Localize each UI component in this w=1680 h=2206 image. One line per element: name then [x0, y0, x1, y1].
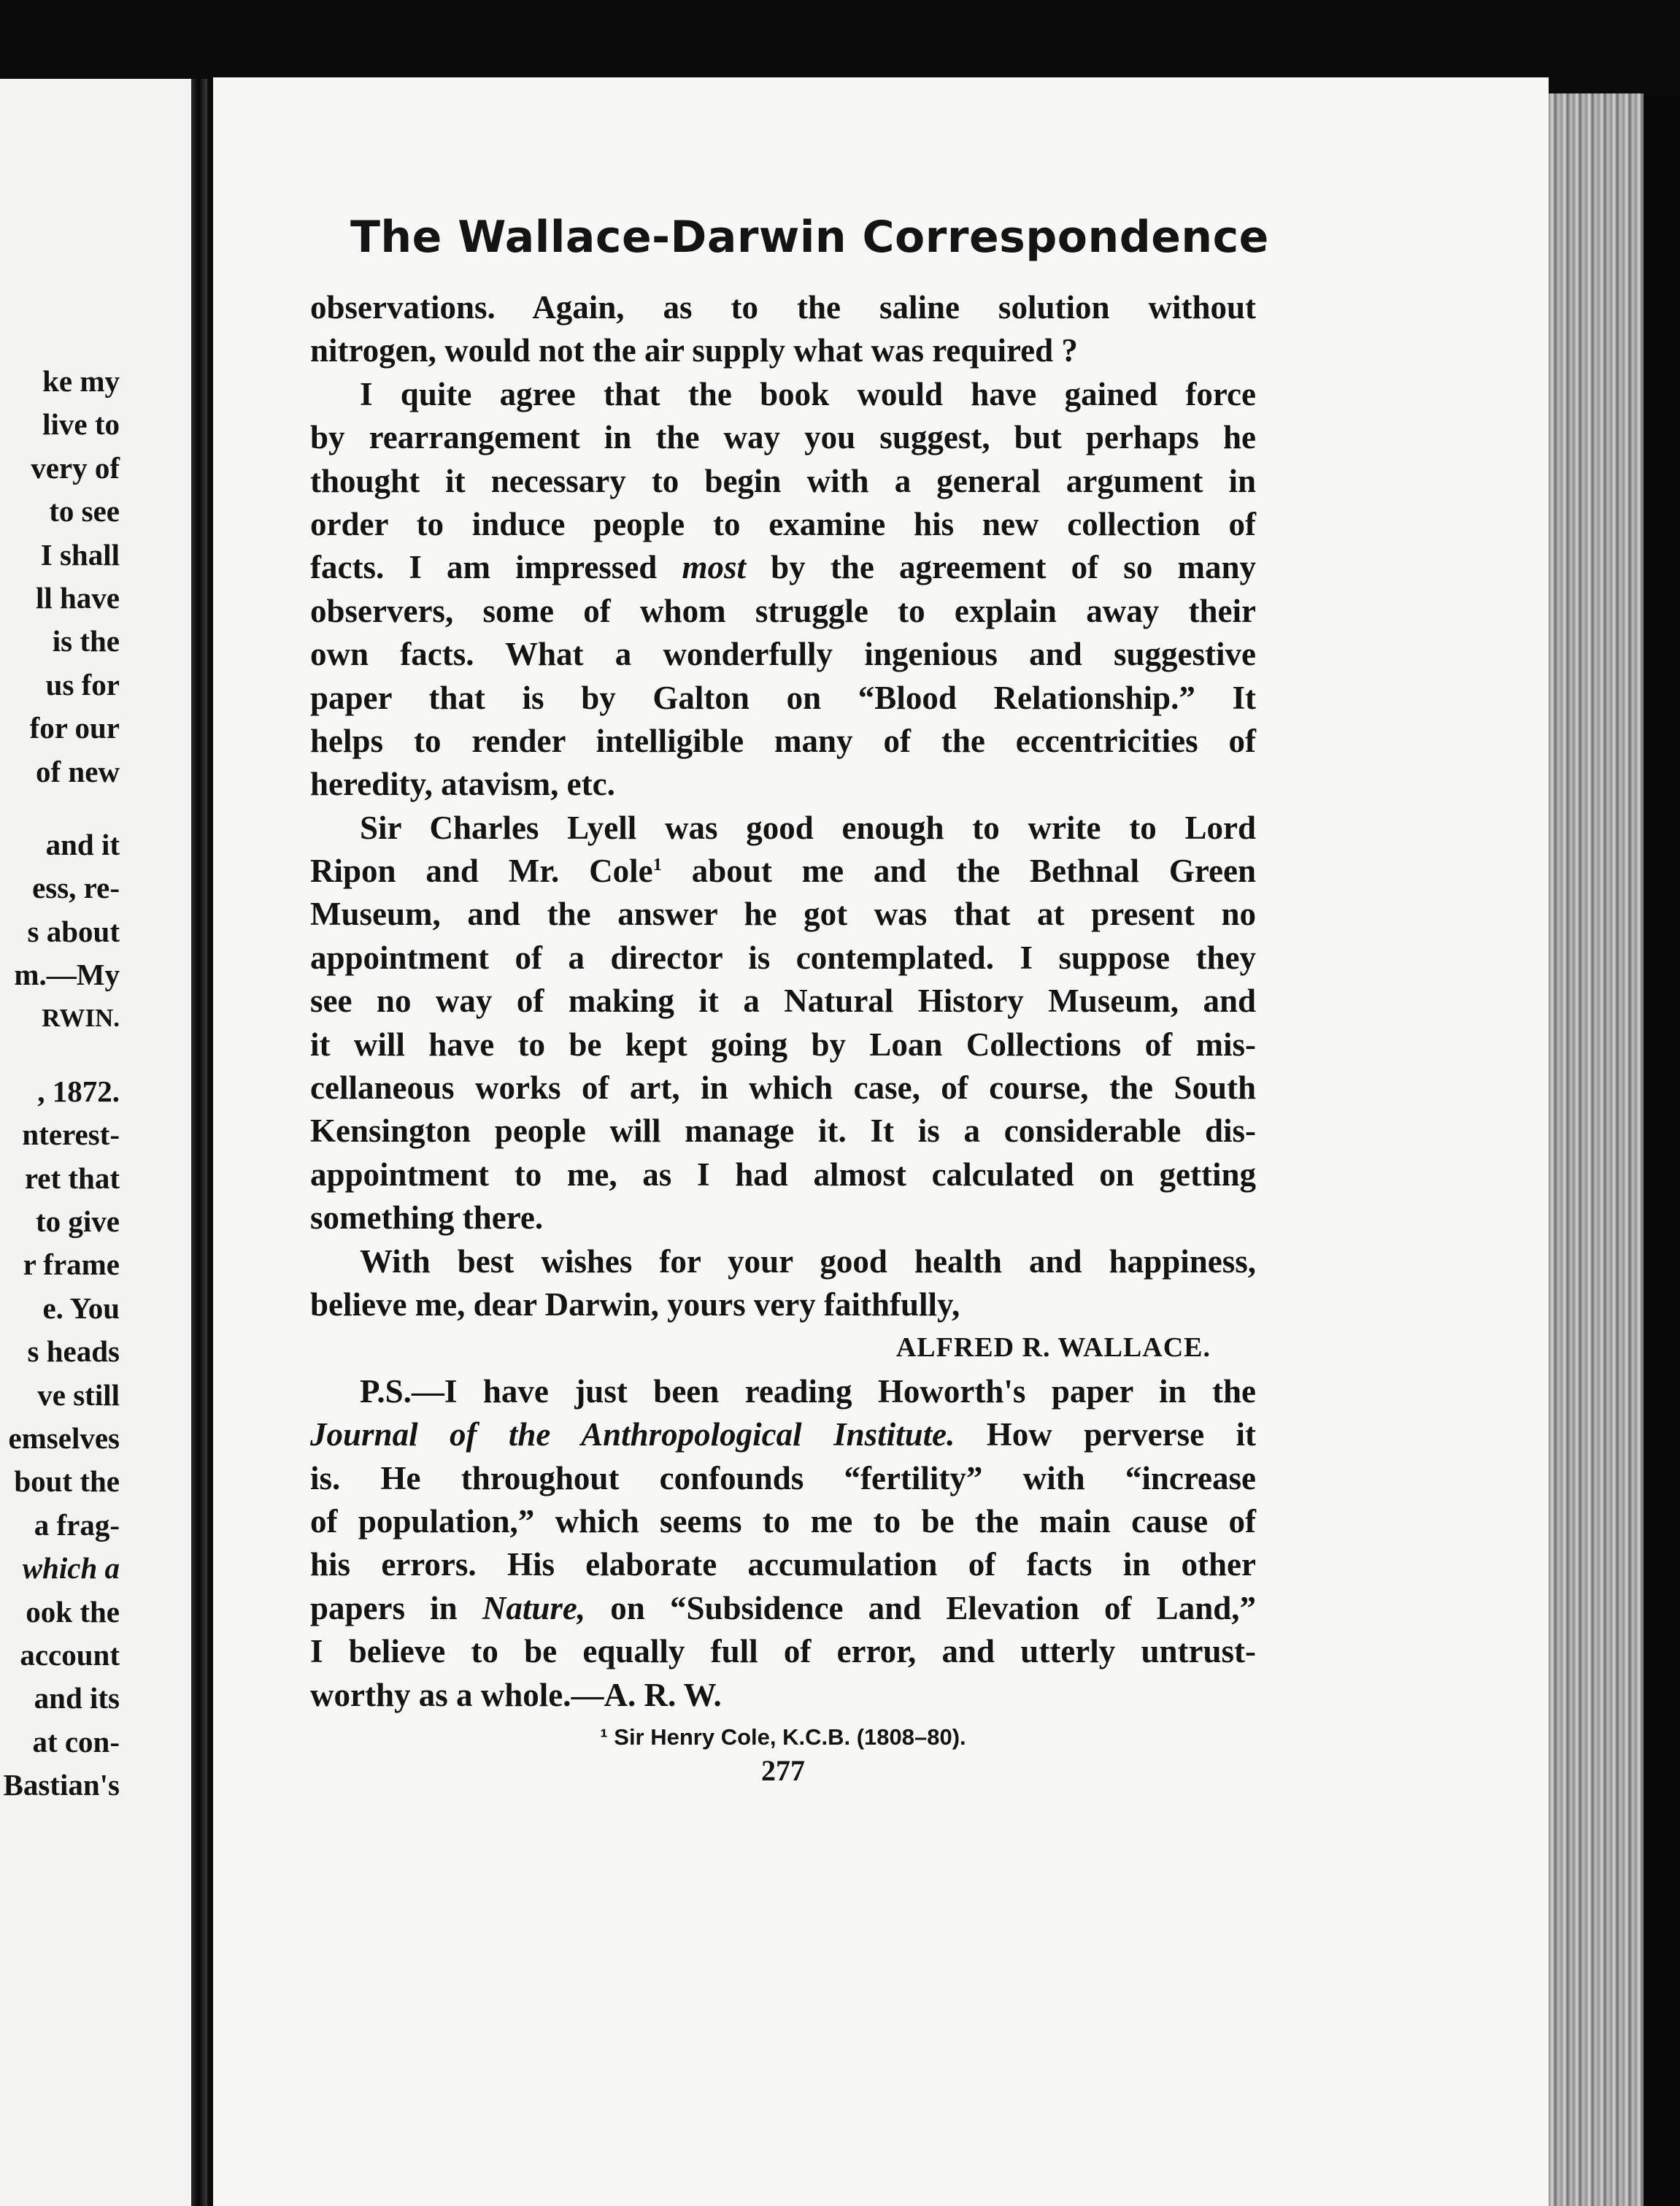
body-line: appointment of a director is contemplated. I suppose they — [310, 939, 1256, 976]
footnote-marker: 1 — [652, 855, 662, 875]
body-line: helps to render intelligible many of the eccentricities of — [310, 722, 1256, 759]
left-line: ll have — [35, 580, 120, 615]
body-line: of population,” which seems to me to be the main cause of — [310, 1502, 1256, 1540]
body-line: paper that is by Galton on “Blood Relationship.” It — [310, 679, 1256, 716]
body-line: nitrogen, would not the air supply what was required ? — [310, 332, 1078, 369]
body-line: P.S.—I have just been reading Howorth's paper in the — [360, 1372, 1256, 1410]
footnote: ¹ Sir Henry Cole, K.C.B. (1808–80). — [600, 1724, 966, 1750]
left-line: s about — [27, 914, 120, 948]
body-line: observations. Again, as to the saline solution without — [310, 289, 1256, 326]
page-number: 277 — [761, 1754, 805, 1787]
letter-body — [310, 286, 1256, 1717]
left-line: and it — [45, 827, 120, 861]
body-line: thought it necessary to begin with a general argument in — [310, 462, 1256, 499]
left-line: to see — [49, 494, 120, 529]
body-line: heredity, atavism, etc. — [310, 766, 615, 803]
page-edges — [1549, 93, 1644, 2206]
emphasis: most — [682, 549, 746, 586]
left-line: emselves — [8, 1421, 120, 1455]
body-line: see no way of making it a Natural History Museum, and — [310, 983, 1256, 1020]
left-line: to give — [36, 1204, 120, 1239]
body-line: believe me, dear Darwin, yours very faithfully, — [310, 1285, 960, 1323]
left-line: ess, re- — [32, 871, 120, 905]
left-line: ve still — [37, 1377, 120, 1412]
body-line: worthy as a whole.—A. R. W. — [310, 1676, 722, 1713]
book-gutter — [191, 79, 207, 2206]
body-line — [310, 1413, 1256, 1456]
body-line — [310, 850, 1256, 893]
body-line: Museum, and the answer he got was that at present no — [310, 896, 1256, 933]
left-line: of new — [35, 754, 120, 788]
left-page — [0, 79, 196, 2206]
left-line: for our — [29, 711, 120, 745]
left-page-text — [4, 360, 120, 1807]
left-line: account — [20, 1637, 120, 1672]
left-line: is the — [52, 624, 120, 658]
text-run: Ripon and Mr. Cole — [310, 853, 653, 890]
left-line: nterest- — [22, 1118, 120, 1152]
body-line: cellaneous works of art, in which case, of course, the South — [310, 1069, 1256, 1107]
background-shadow — [1644, 95, 1680, 2206]
left-line: Bastian's — [3, 1768, 120, 1802]
text-run: How perverse it — [955, 1416, 1256, 1453]
body-line: it will have to be kept going by Loan Collections of mis- — [310, 1026, 1256, 1063]
text-run: papers in — [310, 1589, 482, 1626]
text-run: on “Subsidence and Elevation of Land,” — [585, 1589, 1256, 1626]
text-run: about me and the Bethnal Green — [661, 853, 1256, 890]
journal-title: Nature, — [482, 1589, 586, 1626]
left-line: ret that — [24, 1161, 120, 1195]
body-line — [310, 1587, 1256, 1630]
left-line: ke my — [42, 364, 120, 398]
body-line — [310, 546, 1256, 589]
left-line: ook the — [26, 1594, 120, 1629]
left-line: RWIN. — [42, 1004, 120, 1033]
left-line: I shall — [40, 537, 120, 572]
body-line: something there. — [310, 1199, 544, 1237]
left-line: live to — [42, 407, 120, 442]
signature: ALFRED R. WALLACE. — [895, 1332, 1211, 1364]
body-line: With best wishes for your good health and happiness, — [360, 1242, 1256, 1280]
body-line: order to induce people to examine his new collection of — [310, 505, 1256, 542]
body-line: appointment to me, as I had almost calculated on getting — [310, 1156, 1256, 1193]
journal-title: Journal of the Anthropological Institute. — [310, 1416, 955, 1453]
left-line: and its — [34, 1681, 120, 1715]
running-title: The Wallace-Darwin Correspondence — [350, 212, 1269, 263]
left-line-gap — [4, 1040, 120, 1070]
body-line: Sir Charles Lyell was good enough to write to Lord — [360, 809, 1256, 846]
body-line: is. He throughout confounds “fertility” with “increase — [310, 1459, 1256, 1496]
text-run: by the agreement of so many — [746, 549, 1256, 586]
left-line-gap — [4, 793, 120, 823]
body-line: I believe to be equally full of error, and utterly untrust- — [310, 1633, 1256, 1670]
left-line: , 1872. — [37, 1074, 120, 1108]
body-line: by rearrangement in the way you suggest, but perhaps he — [310, 419, 1256, 456]
left-line: r frame — [23, 1248, 120, 1282]
body-line: observers, some of whom struggle to explain away their — [310, 592, 1256, 629]
left-line: e. You — [42, 1291, 120, 1325]
body-line: I quite agree that the book would have gained force — [360, 375, 1256, 412]
left-line: very of — [31, 450, 120, 485]
left-line: a frag- — [34, 1507, 120, 1542]
body-line: his errors. His elaborate accumulation of facts in other — [310, 1546, 1256, 1583]
text-run: facts. I am impressed — [310, 549, 682, 586]
left-line: at con- — [32, 1724, 120, 1759]
body-line: own facts. What a wonderfully ingenious and suggestive — [310, 636, 1256, 673]
left-line: which a — [22, 1551, 120, 1586]
body-line: Kensington people will manage it. It is a considerable dis- — [310, 1112, 1256, 1150]
left-line: us for — [45, 667, 120, 702]
left-line: bout the — [14, 1464, 120, 1499]
left-line: m.—My — [14, 958, 120, 992]
left-line: s heads — [27, 1334, 120, 1369]
